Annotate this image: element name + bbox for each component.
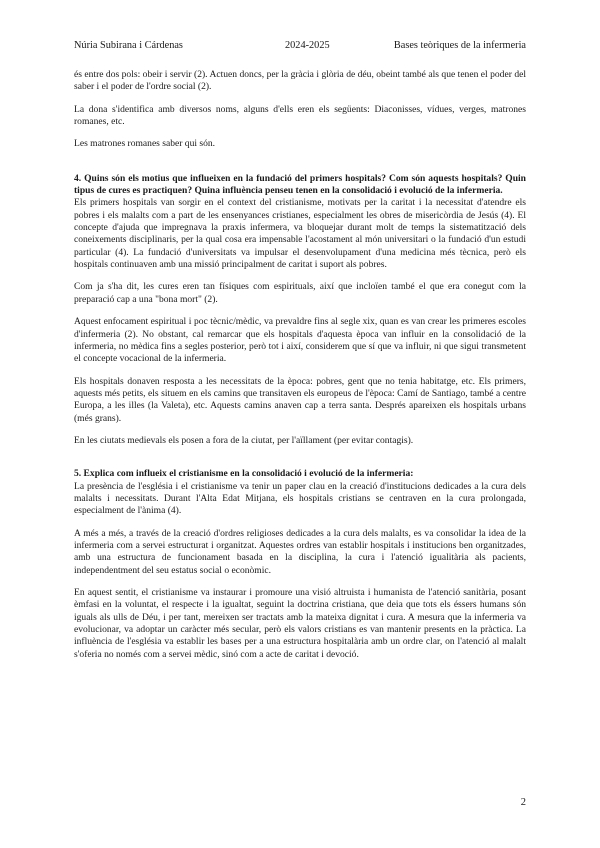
page-body	[74, 69, 526, 671]
header-year: 2024-2025	[285, 40, 330, 51]
section-4-paragraph-1: Els primers hospitals van sorgir en el context del cristianisme, motivats per la caritat i la necessitat d'atendre els pobres i els malalts com a part de les ensenyances cristianes, especialment les obres de misericòrdia de Jesús (4). El concepte d'ajuda que impregnava la praxis infermera, va bloquejar durant molt de temps la sistematització dels coneixements disciplinaris, per la qual cosa era impensable l'acostament al món universitari o la fundació d'un estudi particular (4). La fundació d'universitats va impulsar el desenvolupament d'una medicina més tècnica, però els hospitals continuaven amb una missió principalment de caritat i suport als pobres.	[74, 197, 526, 271]
page-number: 2	[520, 797, 526, 808]
section-4-paragraph-2: Com ja s'ha dit, les cures eren tan físiques com espirituals, així que incloïen també el que era conegut com la preparació cap a una "bona mort" (2).	[74, 281, 526, 305]
section-5-paragraph-3: En aquest sentit, el cristianisme va instaurar i promoure una visió altruista i humanista de l'atenció sanitària, posant èmfasi en la voluntat, el respecte i la igualtat, seguint la doctrina cristiana, que deia que tots els éssers humans són iguals als ulls de Déu, i per tant, mereixen ser tractats amb la mateixa dignitat i cura. A mesura que la infermeria va evolucionar, va adoptar un caràcter més secular, però els valors cristians es van mantenir presents en la pràctica. La influència de l'església va establir les bases per a una estructura hospitalària amb un ordre clar, on l'atenció al malalt s'oferia no només com a servei mèdic, sinó com a acte de caritat i devoció.	[74, 587, 526, 660]
header-subject: Bases teòriques de la infermeria	[393, 40, 526, 51]
section-4-heading: 4. Quins són els motius que influeixen en la fundació del primers hospitals? Com són aquests hospitals? Quin tipus de cures es practiquen? Quina influència penseu tenen en la consolidació i evolució de la infermeria.	[74, 172, 526, 197]
section-4-paragraph-4: Els hospitals donaven resposta a les necessitats de la època: pobres, gent que no tenia habitatge, etc. Els primers, aquests més petits, els situem en els camins que transitaven els europeus de l'època: Camí de Santiago, també a centre Europa, a les illes (la Valeta), etc. Aquests camins anaven cap a terra santa. Després apareixen els hospitals urbans (més grans).	[74, 375, 526, 424]
intro-paragraph-2: La dona s'identifica amb diversos noms, alguns d'ells eren els següents: Diaconisses, vídues, verges, matrones romanes, etc.	[74, 103, 526, 128]
intro-paragraph-1: és entre dos pols: obeir i servir (2). Actuen doncs, per la gràcia i glòria de déu, obeint també als que tenen el poder del saber i el poder de l'ordre social (2).	[74, 69, 526, 93]
section-5-heading: 5. Explica com influeix el cristianisme en la consolidació i evolució de la infermeria:	[74, 468, 414, 480]
section-4-paragraph-5: En les ciutats medievals els posen a fora de la ciutat, per l'aïllament (per evitar contagis).	[74, 434, 414, 446]
page-header	[74, 40, 526, 54]
header-author: Núria Subirana i Cárdenas	[74, 40, 183, 51]
section-4-paragraph-3: Aquest enfocament espiritual i poc tècnic/mèdic, va prevaldre fins al segle xix, quan es van crear les primeres escoles d'infermeria (2). No obstant, cal remarcar que els hospitals d'aquesta època van influir en la consolidació de la infermeria, no mèdica fins a segles posterior, però tot i així, considerem que sí que va influir, ni que sigui transmetent el concepte vocacional de la infermeria.	[74, 316, 526, 365]
section-5-paragraph-2: A més a més, a través de la creació d'ordres religioses dedicades a la cura dels malalts, es va consolidar la idea de la infermeria com a servei estructurat i organitzat. Aquestes ordres van establir hospitals i institucions ben organitzades, amb una estructura de funcionament basada en la disciplina, la cura i l'atenció igualitària als pacients, independentment del seu estatus social o econòmic.	[74, 527, 526, 576]
intro-paragraph-3: Les matrones romanes saber qui són.	[74, 138, 216, 150]
section-5-paragraph-1: La presència de l'església i el cristianisme va tenir un paper clau en la creació d'institucions dedicades a la cura dels malalts i necessitats. Durant l'Alta Edat Mitjana, els hospitals cristians se centraven en la cura prolongada, especialment de l'ànima (4).	[74, 480, 526, 517]
